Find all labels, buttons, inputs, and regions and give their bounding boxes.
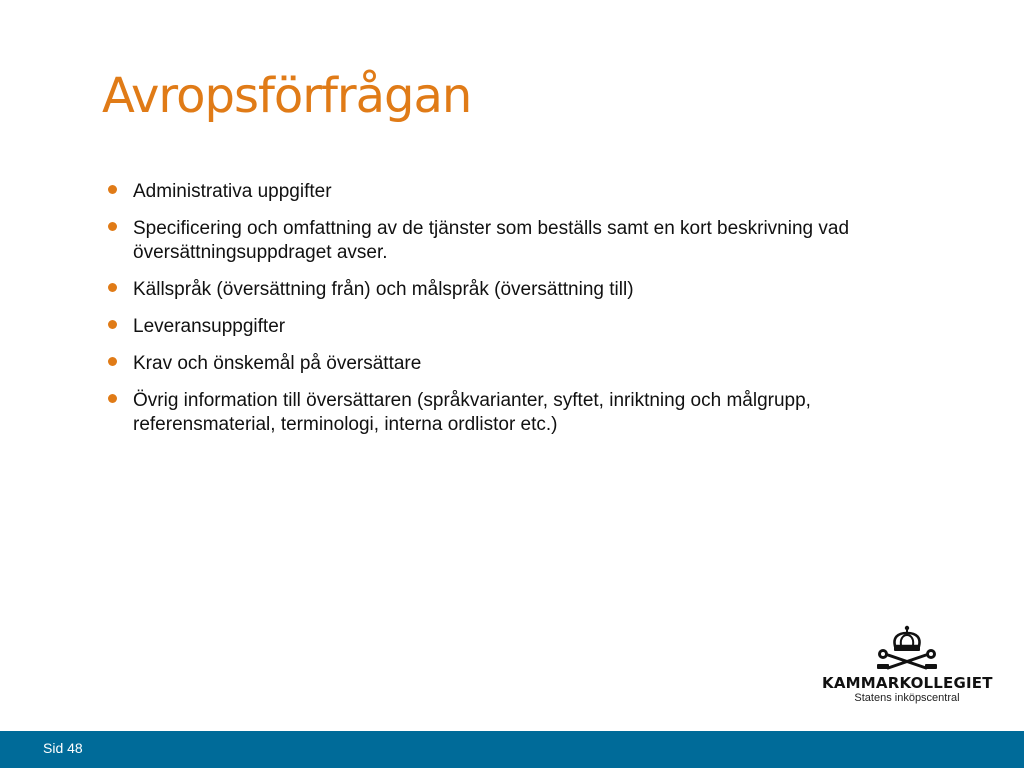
logo-subtitle: Statens inköpscentral: [854, 692, 960, 704]
bullet-dot-icon: [108, 320, 117, 329]
bullet-dot-icon: [108, 185, 117, 194]
crown-keys-icon: [874, 624, 940, 672]
bullet-item: [108, 180, 928, 204]
slide-title: Avropsförfrågan: [102, 68, 472, 124]
bullet-list: [108, 180, 928, 450]
bullet-item: [108, 352, 928, 376]
bullet-item: [108, 278, 928, 302]
bullet-text: Krav och önskemål på översättare: [133, 353, 422, 374]
logo-name: KAMMARKOLLEGIET: [822, 674, 993, 692]
bullet-dot-icon: [108, 283, 117, 292]
bullet-item: [108, 315, 928, 339]
bullet-dot-icon: [108, 222, 117, 231]
bullet-item: [108, 217, 928, 265]
bullet-item: [108, 389, 928, 437]
bullet-dot-icon: [108, 357, 117, 366]
bullet-text: Specificering och omfattning av de tjänster som beställs samt en kort beskrivning vad översättningsuppdraget avser.: [133, 218, 850, 263]
bullet-text: Leveransuppgifter: [133, 316, 286, 337]
bullet-text: Källspråk (översättning från) och målspråk (översättning till): [133, 279, 634, 300]
footer-bar: [0, 731, 1024, 768]
kammarkollegiet-logo: [822, 624, 992, 708]
bullet-text: Övrig information till översättaren (språkvarianter, syftet, inriktning och målgrupp, referensmaterial, terminologi, interna ordlistor etc.): [133, 390, 811, 435]
bullet-text: Administrativa uppgifter: [133, 181, 332, 202]
bullet-dot-icon: [108, 394, 117, 403]
page-number: Sid 48: [43, 740, 83, 756]
